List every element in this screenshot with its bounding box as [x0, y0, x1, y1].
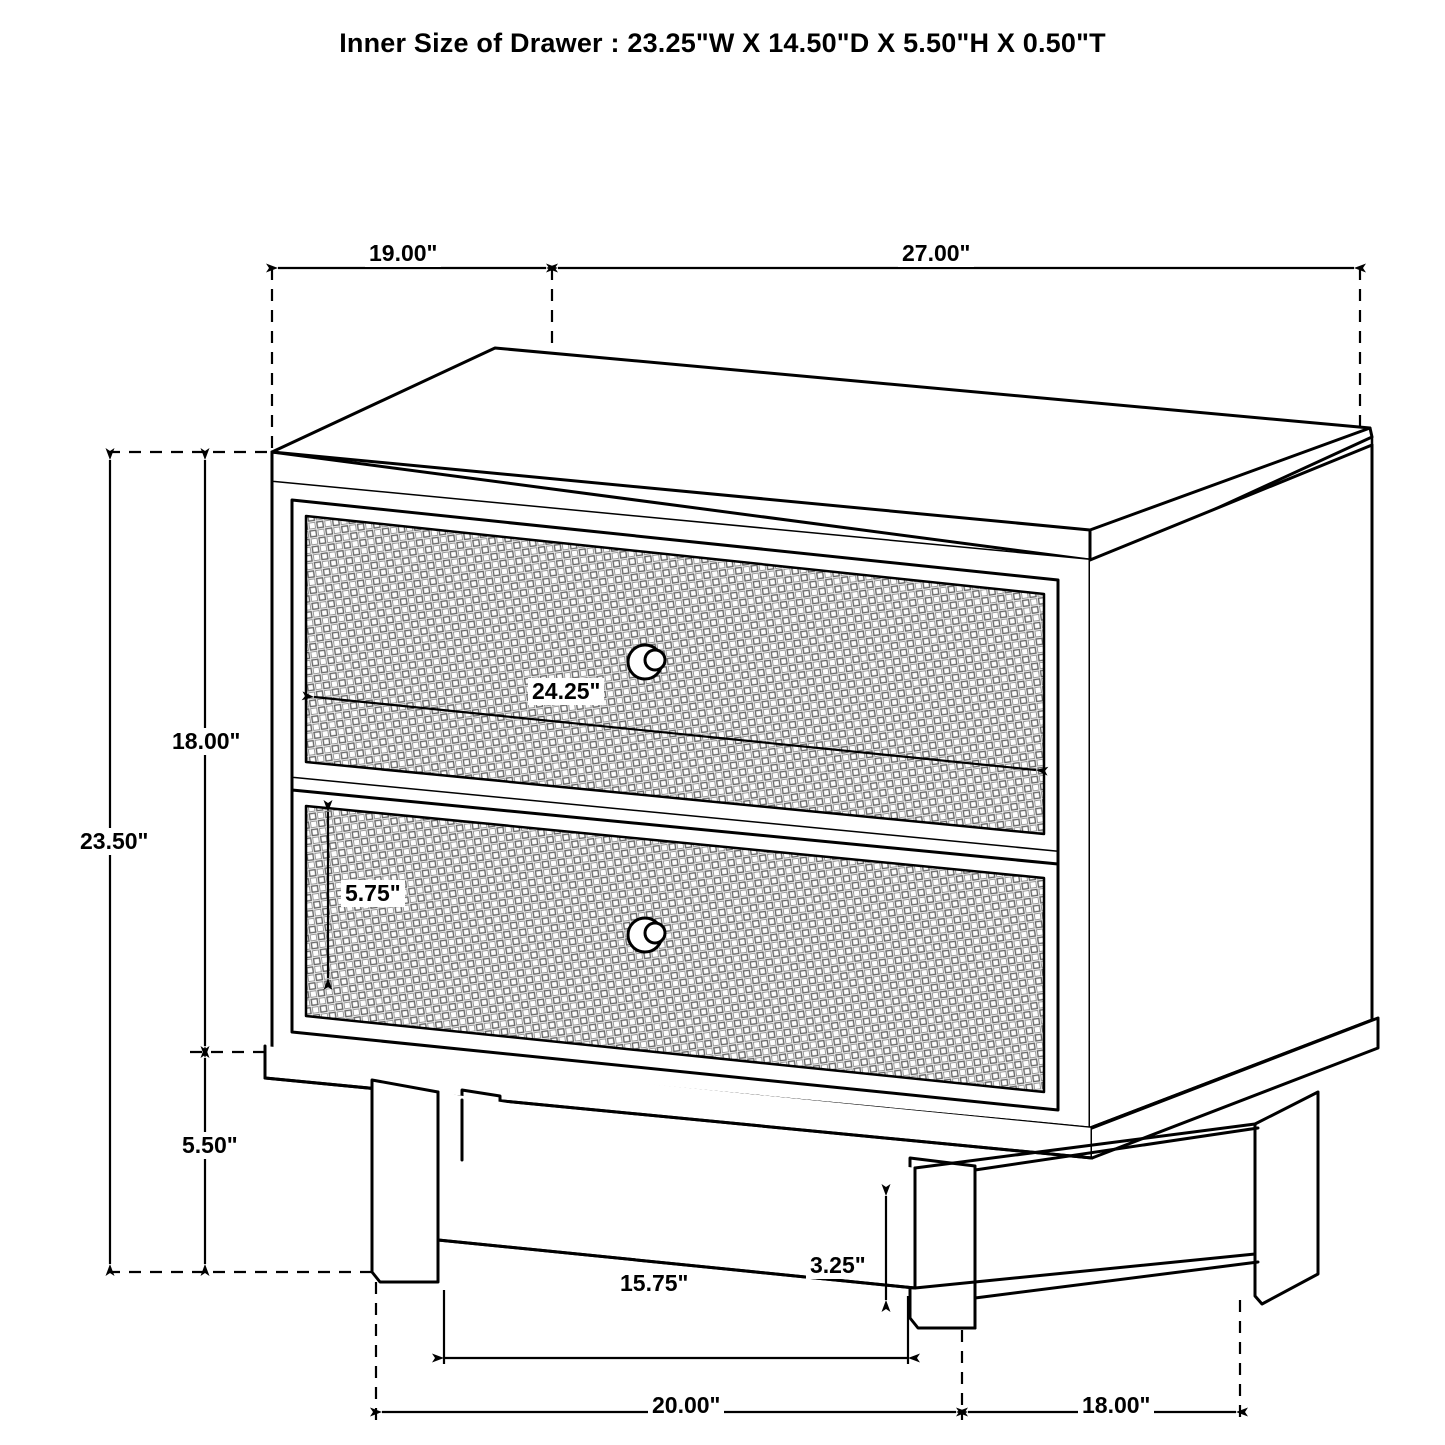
- dimline-1575: [444, 1290, 908, 1364]
- dim-label-2350: 23.50": [76, 828, 152, 855]
- leg-front-right: [910, 1158, 975, 1328]
- dim-label-325: 3.25": [806, 1252, 870, 1279]
- dim-label-2000: 20.00": [648, 1392, 724, 1419]
- dim-label-18-height: 18.00": [168, 728, 244, 755]
- dim-label-19: 19.00": [365, 240, 441, 267]
- dim-label-1575: 15.75": [616, 1270, 692, 1297]
- dim-label-27: 27.00": [898, 240, 974, 267]
- leg-back-right: [1255, 1092, 1318, 1304]
- page-title: Inner Size of Drawer : 23.25"W X 14.50"D X 5.50"H X 0.50"T: [339, 28, 1106, 58]
- dim-label-575: 5.75": [341, 880, 405, 907]
- dim-label-550: 5.50": [178, 1132, 242, 1159]
- leg-front-left: [372, 1080, 438, 1282]
- dim-label-2425: 24.25": [528, 678, 604, 705]
- dim-label-18-depth: 18.00": [1078, 1392, 1154, 1419]
